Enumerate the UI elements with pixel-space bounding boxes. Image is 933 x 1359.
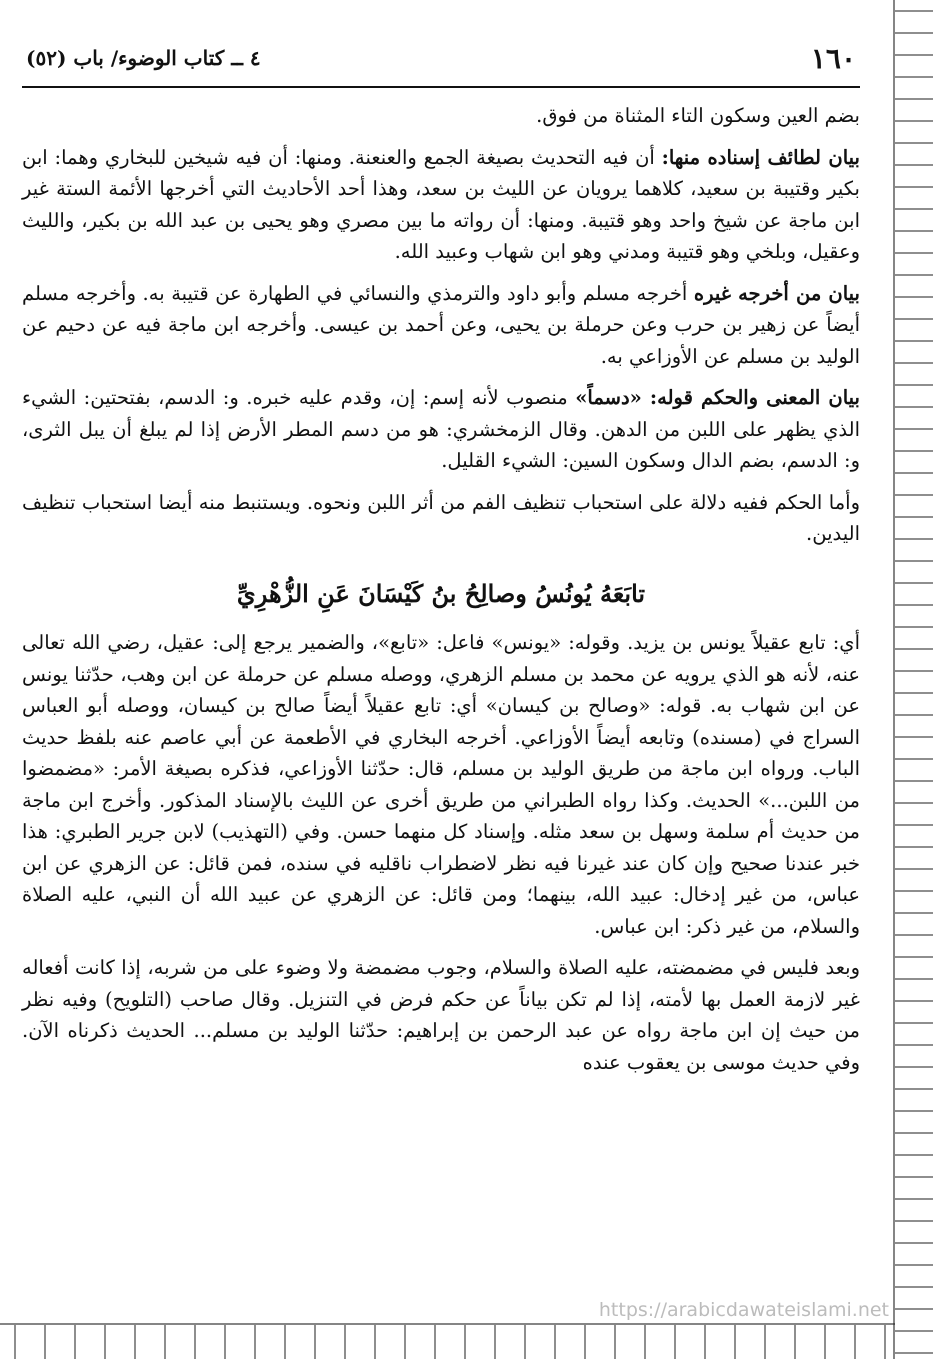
paragraph: أي: تابع عقيلاً يونس بن يزيد. وقوله: «يونس» فاعل: «تابع»، والضمير يرجع إلى: عقيل، رضي الله تعالى عنه، لأنه هو الذي يرويه عن محمد بن مسلم الزهري، ووصله مسلم عن حرملة عن ابن وهب، حدّثنا يونس عن ابن شهاب به. قوله: «وصالح بن كيسان» أي: تابع عقيلاً أيضاً صالح بن كيسان، ووصله أبو العباس السراج في (مسنده) وتابعه أيضاً الأوزاعي. أخرجه البخاري في الأطعمة عن أبي عاصم عنه بلفظ حديث الباب. ورواه ابن ماجة من طريق الوليد بن مسلم، قال: حدّثنا الأوزاعي، فذكره بصيغة الأمر: «مضمضوا من اللبن...» الحديث. وكذا رواه الطبراني من طريق أخرى عن الليث بالإسناد المذكور. وأخرج ابن ماجة من حديث أم سلمة وسهل بن سعد مثله. وإسناد كل منهما حسن. وفي (التهذيب) لابن جرير الطبري: هذا خبر عندنا صحيح وإن كان عند غيرنا فيه نظر لاضطراب ناقليه في سنده، فمن قائل: عن الزهري عن ابن عباس، من غير إدخال: عبيد الله، بينهما؛ ومن قائل: عن الزهري عن عبيد الله أن النبي، عليه الصلاة والسلام، من غير ذكر: ابن عباس. <box>22 631 860 938</box>
paragraph: وبعد فليس في مضمضته، عليه الصلاة والسلام، وجوب مضمضة ولا وضوء على من شربه، إذا كانت أفعاله غير لازمة العمل بها لأمته، إذا لم تكن بياناً عن حكم فرض في التنزيل. وقال صاحب (التلويح) وفيه نظر من حيث إن ابن ماجة رواه عن عبد الرحمن بن إبراهيم: حدّثنا الوليد بن مسلم... الحديث ذكرناه الآن. وفي حديث موسى بن يعقوب عنده <box>22 956 860 1074</box>
running-head: ٤ ــ كتاب الوضوء/ باب (٥٢) <box>26 46 261 70</box>
page-number: ١٦٠ <box>810 41 856 75</box>
decorative-border-right <box>893 0 933 1359</box>
page-content <box>22 88 860 1078</box>
section-title: تابَعَهُ يُونُسُ وصالِحُ بنُ كَيْسَانَ عَنِ الزُّهْرِيِّ <box>236 578 646 608</box>
page-header <box>22 30 860 88</box>
paragraph: بيان من أخرجه غيره أخرجه مسلم وأبو داود والترمذي والنسائي في الطهارة عن قتيبة به. وأخرجه مسلم أيضاً عن زهير بن حرب وعن حرملة بن يحيى، وعن أحمد بن عيسى. وأخرجه ابن ماجة فيه عن دحيم عن الوليد بن مسلم عن الأوزاعي به. <box>22 281 860 368</box>
book-page <box>22 30 860 1320</box>
paragraph: وأما الحكم ففيه دلالة على استحباب تنظيف الفم من أثر اللبن ونحوه. ويستنبط منه أيضا استحباب تنظيف اليدين. <box>22 490 860 545</box>
paragraph: بيان المعنى والحكم قوله: «دسماً» منصوب لأنه إسم: إن، وقدم عليه خبره. و: الدسم، بفتحتين: الشيء الذي يظهر على اللبن من الدهن. وقال الزمخشري: هو من دسم المطر الأرض إذا لم يبلغ أن يبل الثرى، و: الدسم، بضم الدال وسكون السين: الشيء القليل. <box>22 386 860 472</box>
watermark: https://arabicdawateislami.net <box>598 1299 889 1321</box>
paragraph: بضم العين وسكون التاء المثناة من فوق. <box>536 104 860 127</box>
paragraph-heading: بيان لطائف إسناده منها: <box>661 145 860 169</box>
paragraph-heading: بيان المعنى والحكم قوله: «دسماً» <box>575 386 860 409</box>
paragraph-heading: بيان من أخرجه غيره <box>693 281 860 305</box>
decorative-border-bottom <box>0 1323 895 1359</box>
paragraph: بيان لطائف إسناده منها: أن فيه التحديث بصيغة الجمع والعنعنة. ومنها: أن فيه شيخين للبخاري وهما: ابن بكير وقتيبة بن سعيد، كلاهما يرويان عن الليث بن سعد، وهذا أحد الأحاديث التي أخرجها الأئمة الستة غير ابن ماجة عن شيخ واحد وهو قتيبة. ومنها: أن رواته ما بين مصري وهو يحيى بن عبد الله بن بكير، والليث وعقيل، وبلخي وهو قتيبة ومدني وهو ابن شهاب وعبيد الله. <box>22 145 860 263</box>
